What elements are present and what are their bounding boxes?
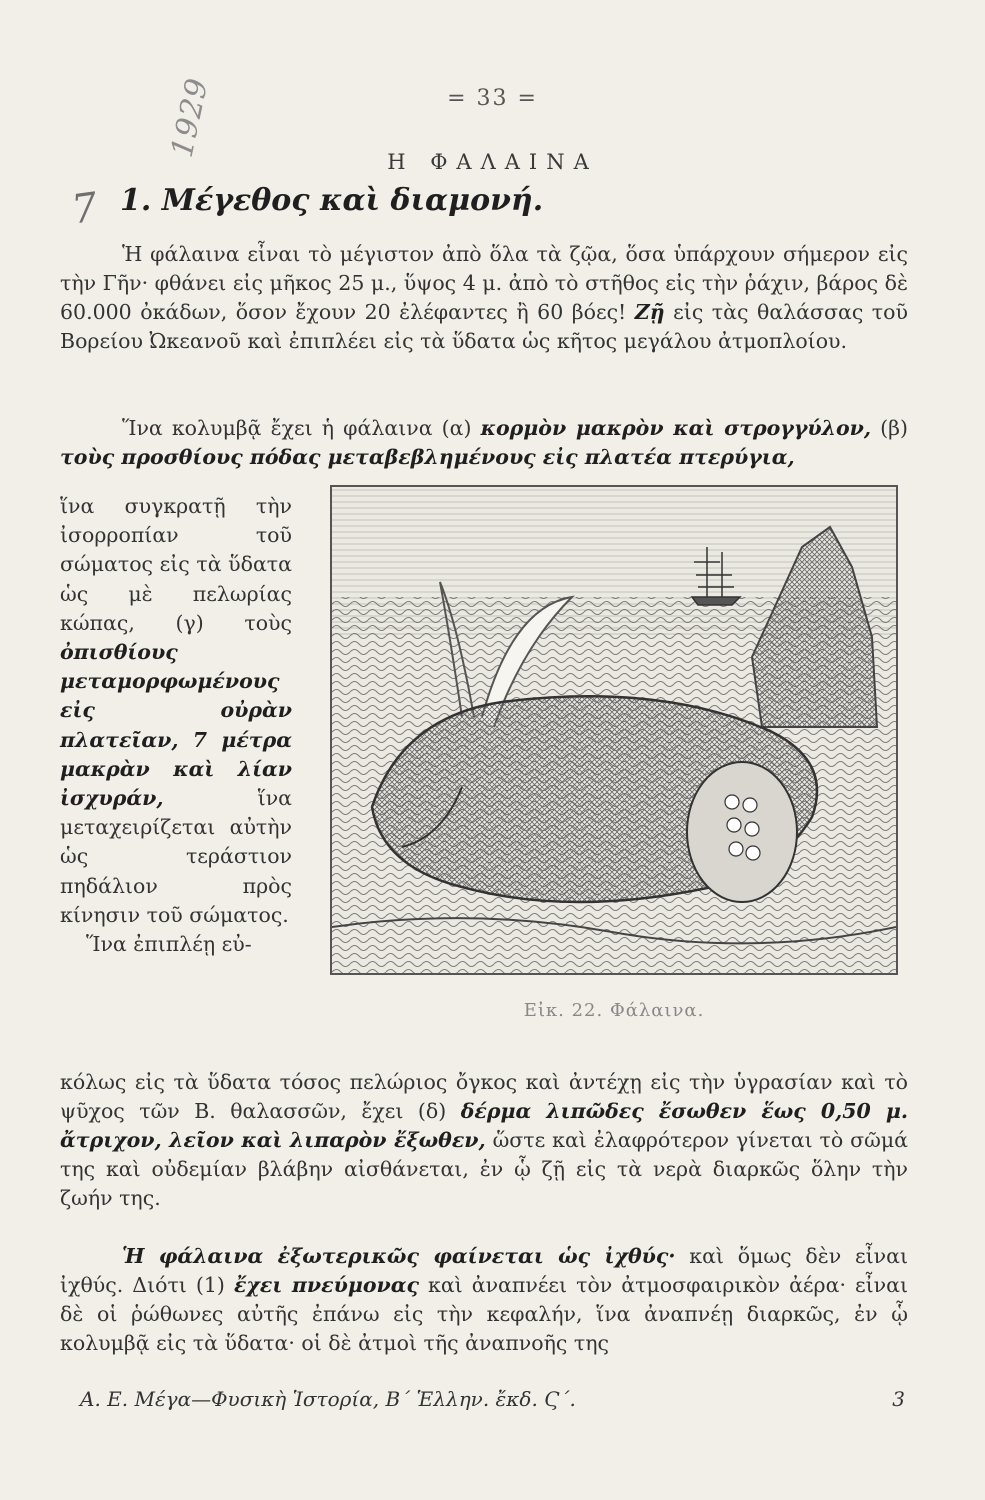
chapter-title: Η ΦΑΛΑΙΝΑ: [387, 150, 598, 174]
paragraph-2-text-c: (β): [880, 416, 908, 440]
paragraph-2-emphasis-d: τοὺς προσθίους πόδας μεταβεβλημένους εἰς πλατέα πτερύγια,: [60, 445, 795, 469]
paragraph-4-emphasis-c: ἔχει πνεύμονας: [233, 1273, 419, 1297]
paragraph-1-emphasis: Ζῇ: [634, 300, 665, 324]
section-heading: 1. Μέγεθος καὶ διαμονή.: [120, 183, 544, 218]
side-column-text-e: Ἵνα ἐπιπλέῃ εὐ-: [86, 932, 252, 957]
paragraph-3-text-c: ὥστε καὶ ἐλαφρότερον γίνεται τὸ σῶμά της καὶ οὐδεμίαν βλάβην αἰσθάνεται, ἐν ᾧ ζῇ εἰς τὰ νερὰ διαρκῶς ὅλην τὴν ζωήν της.: [60, 1128, 908, 1210]
page-footer: [80, 1387, 905, 1411]
paragraph-4: [60, 1242, 908, 1358]
paragraph-1-text-c: εἰς τὰς θαλάσσας τοῦ Βορείου Ὠκεανοῦ καὶ ἐπιπλέει εἰς τὰ ὕδατα ὡς κῆτος μεγάλου ἀτμοπλοίου.: [60, 300, 908, 353]
paragraph-3-emphasis: δέρμα λιπῶδες ἔσωθεν ἕως 0,50 μ. ἄτριχον, λεῖον καὶ λιπαρὸν ἔξωθεν,: [60, 1099, 908, 1152]
side-column-emphasis-b: ὀπισθίους μεταμορφωμένους εἰς οὐρὰν: [60, 640, 292, 723]
side-column-emphasis-c: πλατεῖαν, 7 μέτρα μακρὰν καὶ λίαν ἰσχυράν,: [60, 727, 292, 811]
figure-caption: Εἰκ. 22. Φάλαινα.: [523, 1000, 705, 1021]
paragraph-4-text-d: καὶ ἀναπνέει τὸν ἀτμοσφαιρικὸν ἀέρα· εἶναι δὲ οἱ ῥώθωνες αὐτῆς ἐπάνω εἰς τὴν κεφαλήν, ἵνα ἀναπνέῃ διαρκῶς, ἐν ᾧ κολυμβᾷ εἰς τὰ ὕδατα· οἱ δὲ ἀτμοὶ τῆς ἀναπνοῆς της: [60, 1273, 908, 1355]
paragraph-3-text-a: κόλως εἰς τὰ ὕδατα τόσος πελώριος ὄγκος καὶ ἀντέχῃ εἰς τὴν ὑγρασίαν καὶ τὸ ψῦχος τῶν Β. θαλασσῶν, ἔχει (δ): [60, 1070, 908, 1123]
paragraph-2-text-a: Ἵνα κολυμβᾷ ἔχει ἡ φάλαινα (α): [122, 416, 472, 440]
whale-illustration: [330, 485, 898, 975]
whale-engraving: [332, 487, 896, 973]
paragraph-1: [60, 240, 908, 356]
footer-signature-mark: 3: [892, 1387, 905, 1411]
paragraph-2: [60, 414, 908, 472]
paragraph-2-emphasis-b: κορμὸν μακρὸν καὶ στρογγύλον,: [480, 416, 872, 440]
side-column: [60, 492, 292, 959]
page-number: = 33 =: [447, 86, 538, 111]
footer-citation: Α. Ε. Μέγα—Φυσικὴ Ἱστορία, Β΄ Ἑλλην. ἔκδ. Ϛ΄.: [80, 1387, 576, 1411]
side-column-text-d: ἵνα μεταχειρίζεται αὐτὴν ὡς τεράστιον πηδάλιον πρὸς κίνησιν τοῦ σώματος.: [60, 786, 292, 927]
paragraph-4-text-b: καὶ ὅμως δὲν εἶναι ἰχθύς. Διότι (1): [60, 1244, 908, 1297]
paragraph-1-text-a: Ἡ φάλαινα εἶναι τὸ μέγιστον ἀπὸ ὅλα τὰ ζῷα, ὅσα ὑπάρχουν σήμερον εἰς τὴν Γῆν· φθάνει εἰς μῆκος 25 μ., ὕψος 4 μ. ἀπὸ τὸ στῆθος εἰς τὴν ῥάχιν, βάρος δὲ 60.000 ὀκάδων, ὅσον ἔχουν 20 ἐλέφαντες ἢ 60 βόες!: [60, 242, 908, 324]
whale-tail: [687, 762, 797, 902]
paragraph-3: [60, 1068, 908, 1213]
paragraph-4-emphasis-a: Ἡ φάλαινα ἐξωτερικῶς φαίνεται ὡς ἰχθύς·: [122, 1244, 676, 1268]
margin-note: 7: [68, 184, 101, 234]
handwritten-note: 1929: [164, 74, 216, 161]
side-column-text-a: ἵνα συγκρατῇ τὴν ἰσορροπίαν τοῦ σώματος εἰς τὰ ὕδατα ὡς μὲ πελωρίας κώπας, (γ) τοὺς: [60, 494, 292, 635]
